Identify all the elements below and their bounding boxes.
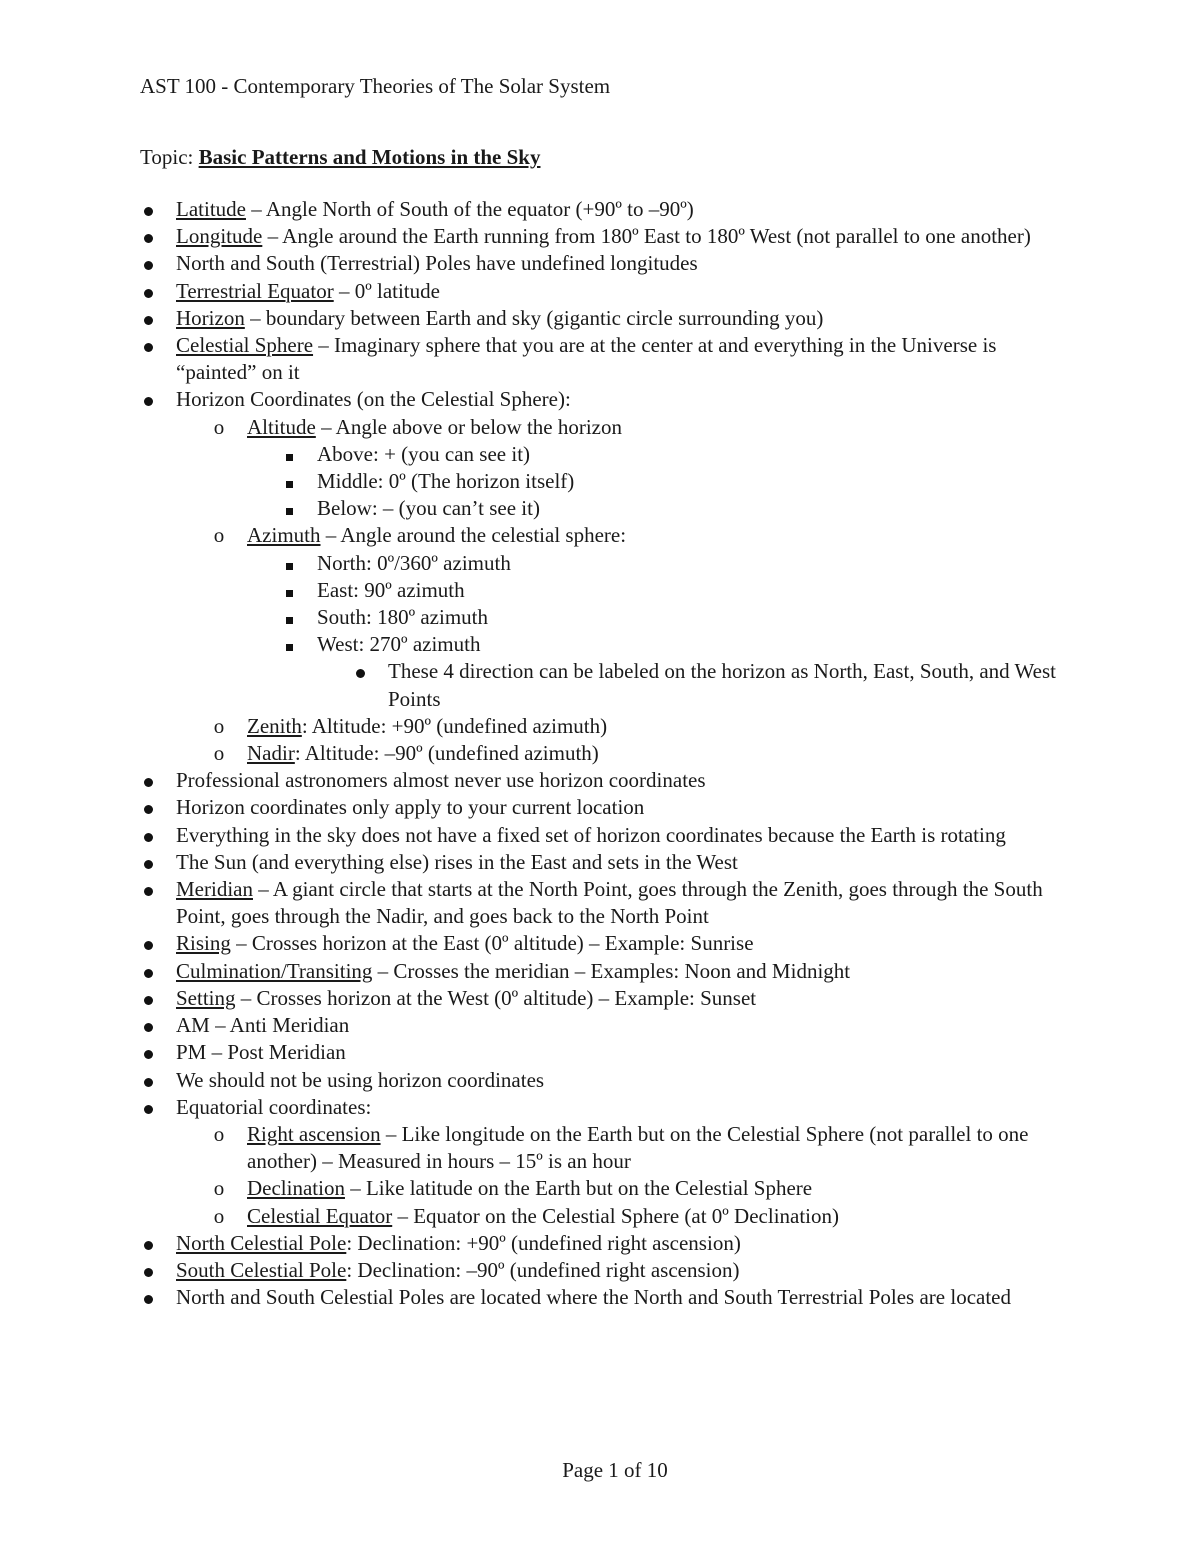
list-item-text [176,823,1006,847]
list-item [140,849,1070,876]
list-item-body: Below: – (you can’t see it) [317,496,540,521]
list-item-text [176,768,706,792]
bullet-dot-icon [138,332,158,359]
document-header: AST 100 - Contemporary Theories of The Solar System [140,74,611,98]
bullet-dot-icon [138,958,158,985]
list-item-term: Culmination/Transiting [176,958,373,983]
list-item-body: PM – Post Meridian [176,1040,346,1065]
list-item-term: Nadir [247,741,295,766]
list-item-text [247,415,622,439]
list-item-term: Celestial Sphere [176,333,314,358]
list-item-body: Professional astronomers almost never use horizon coordinates [176,768,706,793]
list-item [140,278,1070,305]
list-item [140,1284,1070,1311]
list-item-text [176,795,644,819]
list-item [140,1039,1070,1066]
list-item [140,1257,1070,1284]
list-item-body: Above: + (you can see it) [317,441,531,466]
list-item [140,305,1070,332]
bullet-dot [144,1241,153,1250]
list-item-text [317,469,574,493]
bullet-dot [144,996,153,1005]
list-item-text [247,523,626,547]
list-item-text [176,224,1031,248]
bullet-dot-icon [138,278,158,305]
list-item-body: West: 270º azimuth [317,632,481,657]
list-item-body: – Angle around the celestial sphere: [320,523,627,548]
bullet-dot-icon [138,1039,158,1066]
list-item [140,604,1070,631]
list-item [140,631,1070,658]
list-item-text [247,1122,1029,1173]
list-item [140,713,1070,740]
list-item-text [317,605,488,629]
bullet-dot [144,234,153,243]
list-item-body: South: 180º azimuth [317,605,489,630]
list-item-text [176,251,698,275]
bullet-dot-icon [138,196,158,223]
list-item-term: South Celestial Pole [176,1257,347,1282]
bullet-circle-icon: o [213,713,225,738]
list-item-text [247,1176,812,1200]
list-item-body: – Angle North of South of the equator (+90º to –90º) [245,197,694,221]
list-item-body: North: 0º/360º azimuth [317,550,511,575]
list-item-text [388,659,1056,710]
list-item-text [176,333,996,384]
list-item [140,1203,1070,1230]
bullet-dot [144,1023,153,1032]
bullet-square-icon [279,604,299,631]
list-item-text [176,1258,739,1282]
bullet-dot [144,1078,153,1087]
list-item-text [176,850,738,874]
bullet-dot-icon [138,1012,158,1039]
list-item-text [317,496,540,520]
list-item [140,522,1070,549]
bullet-dot-icon [138,1257,158,1284]
bullet-square [286,508,293,515]
notes-list [140,196,1070,1311]
bullet-dot [144,316,153,325]
list-item-body: Middle: 0º (The horizon itself) [317,469,575,494]
list-item-term: Right ascension [247,1121,381,1146]
bullet-square-icon [279,441,299,468]
topic-line [140,143,540,171]
bullet-dot-icon [138,1067,158,1094]
list-item-text [176,1095,371,1119]
list-item-text [176,387,571,411]
list-item-text [247,1204,839,1228]
list-item [140,550,1070,577]
list-item-body: : Altitude: –90º (undefined azimuth) [294,741,599,766]
bullet-dot [144,261,153,270]
list-item [140,876,1070,930]
list-item-body: We should not be using horizon coordinates [176,1067,545,1092]
list-item-text [247,714,607,738]
list-item [140,495,1070,522]
bullet-dot [144,207,153,216]
list-item [140,441,1070,468]
bullet-dot [144,805,153,814]
list-item-text [176,959,850,983]
bullet-dot [144,860,153,869]
bullet-dot [144,941,153,950]
bullet-dot [356,669,365,678]
list-item-term: Terrestrial Equator [176,278,334,303]
list-item-body: – boundary between Earth and sky (gigantic circle surrounding you) [244,305,824,330]
bullet-dot [144,1295,153,1304]
list-item-term: Longitude [176,224,263,249]
list-item-text [247,741,599,765]
page-number: Page 1 of 10 [562,1458,668,1482]
list-item-term: North Celestial Pole [176,1230,347,1255]
list-item-body: Horizon coordinates only apply to your current location [176,795,645,820]
bullet-dot [144,1105,153,1114]
list-item-body: – Angle around the Earth running from 180º East to 180º West (not parallel to one another) [262,224,1031,249]
bullet-circle-icon: o [213,414,225,439]
list-item-text [176,1040,346,1064]
list-item [140,740,1070,767]
bullet-circle-icon: o [213,1176,225,1201]
list-item [140,1230,1070,1257]
topic-title: Basic Patterns and Motions in the Sky [198,145,541,169]
list-item-text [176,306,823,330]
bullet-dot [144,343,153,352]
bullet-dot [144,969,153,978]
bullet-dot-icon [138,849,158,876]
list-item-text [176,1285,1011,1309]
list-item-body: – Imaginary sphere that you are at the center at and everything in the Universe is “painted” on it [176,333,997,385]
bullet-circle-icon: o [213,1121,225,1146]
bullet-dot-icon [138,822,158,849]
list-item-text [176,1231,741,1255]
list-item-body: – Equator on the Celestial Sphere (at 0º Declination) [392,1203,840,1228]
list-item-term: Setting [176,985,236,1010]
bullet-square-icon [279,577,299,604]
bullet-dot [144,887,153,896]
bullet-dot-icon [138,1284,158,1311]
list-item-body: These 4 direction can be labeled on the horizon as North, East, South, and West Points [388,659,1056,711]
list-item [140,468,1070,495]
list-item [140,822,1070,849]
list-item-term: Declination [247,1176,345,1201]
list-item-text [176,279,440,303]
list-item-term: Rising [176,931,231,956]
list-item-term: Azimuth [247,523,321,548]
bullet-dot [144,1050,153,1059]
list-item [140,958,1070,985]
bullet-square [286,590,293,597]
list-item [140,985,1070,1012]
bullet-square-icon [279,495,299,522]
list-item-term: Celestial Equator [247,1203,393,1228]
list-item-text [317,632,480,656]
list-item [140,1012,1070,1039]
list-item-body: Horizon Coordinates (on the Celestial Sphere): [176,387,571,412]
list-item-body: – 0º latitude [333,278,440,303]
bullet-dot [144,289,153,298]
list-item-text [317,578,465,602]
list-item-body: – Angle above or below the horizon [315,414,622,439]
bullet-square [286,563,293,570]
list-item [140,767,1070,794]
list-item-body: – A giant circle that starts at the North Point, goes through the Zenith, goes through the South Point, goes through the Nadir, and goes back to the North Point [176,877,1043,929]
list-item-body: : Declination: +90º (undefined right ascension) [346,1230,741,1255]
list-item [140,930,1070,957]
list-item-text [176,931,754,955]
list-item [140,196,1070,223]
list-item-body: East: 90º azimuth [317,577,465,602]
bullet-dot [144,397,153,406]
bullet-dot-icon [138,223,158,250]
list-item [140,414,1070,441]
list-item [140,794,1070,821]
bullet-square-icon [279,550,299,577]
bullet-square-icon [279,631,299,658]
bullet-dot-icon [138,1094,158,1121]
list-item [140,332,1070,386]
bullet-dot [144,833,153,842]
list-item-body: North and South Celestial Poles are located where the North and South Terrestrial Poles are located [176,1285,1011,1310]
bullet-dot-icon [138,794,158,821]
list-item-term: Latitude [176,197,246,221]
list-item-text [176,986,756,1010]
list-item-body: – Like latitude on the Earth but on the Celestial Sphere [344,1176,813,1201]
list-item-body: Everything in the sky does not have a fixed set of horizon coordinates because the Earth is rotating [176,822,1006,847]
bullet-dot-icon [138,930,158,957]
list-item-body: Equatorial coordinates: [176,1094,372,1119]
list-item-term: Zenith [247,713,302,738]
list-item [140,1094,1070,1121]
list-item [140,658,1070,712]
list-item [140,1067,1070,1094]
bullet-square [286,454,293,461]
bullet-dot-icon [138,767,158,794]
bullet-dot-icon [138,386,158,413]
bullet-circle-icon: o [213,1203,225,1228]
bullet-dot-icon [138,985,158,1012]
list-item-text [176,197,694,221]
list-item-body: – Crosses the meridian – Examples: Noon and Midnight [372,958,851,983]
list-item [140,1175,1070,1202]
bullet-dot-icon [350,658,370,685]
bullet-dot-icon [138,1230,158,1257]
list-item-body: : Altitude: +90º (undefined azimuth) [301,713,608,738]
list-item-body: The Sun (and everything else) rises in the East and sets in the West [176,849,738,874]
list-item-body: North and South (Terrestrial) Poles have undefined longitudes [176,251,698,276]
bullet-dot [144,1268,153,1277]
bullet-square [286,644,293,651]
bullet-dot [144,778,153,787]
list-item-text [176,1013,349,1037]
bullet-dot-icon [138,876,158,903]
bullet-dot-icon [138,305,158,332]
list-item [140,223,1070,250]
list-item-text [317,551,511,575]
list-item [140,250,1070,277]
list-item-text [317,442,530,466]
bullet-circle-icon: o [213,523,225,548]
list-item-text [176,1068,544,1092]
list-item-term: Horizon [176,305,245,330]
list-item [140,386,1070,413]
bullet-square [286,617,293,624]
list-item-body: – Like longitude on the Earth but on the Celestial Sphere (not parallel to one another) – Measured in hours – 15º is an hour [247,1121,1029,1174]
list-item [140,577,1070,604]
list-item-term: Altitude [247,414,316,439]
list-item-body: – Crosses horizon at the East (0º altitude) – Example: Sunrise [230,931,754,956]
list-item-body: – Crosses horizon at the West (0º altitude) – Example: Sunset [235,985,757,1010]
list-item [140,1121,1070,1175]
bullet-square [286,481,293,488]
list-item-text [176,877,1043,928]
bullet-dot-icon [138,250,158,277]
topic-label: Topic: [140,145,199,169]
list-item-body: AM – Anti Meridian [176,1013,350,1038]
bullet-square-icon [279,468,299,495]
list-item-term: Meridian [176,877,253,902]
bullet-circle-icon: o [213,741,225,766]
list-item-body: : Declination: –90º (undefined right ascension) [346,1257,740,1282]
